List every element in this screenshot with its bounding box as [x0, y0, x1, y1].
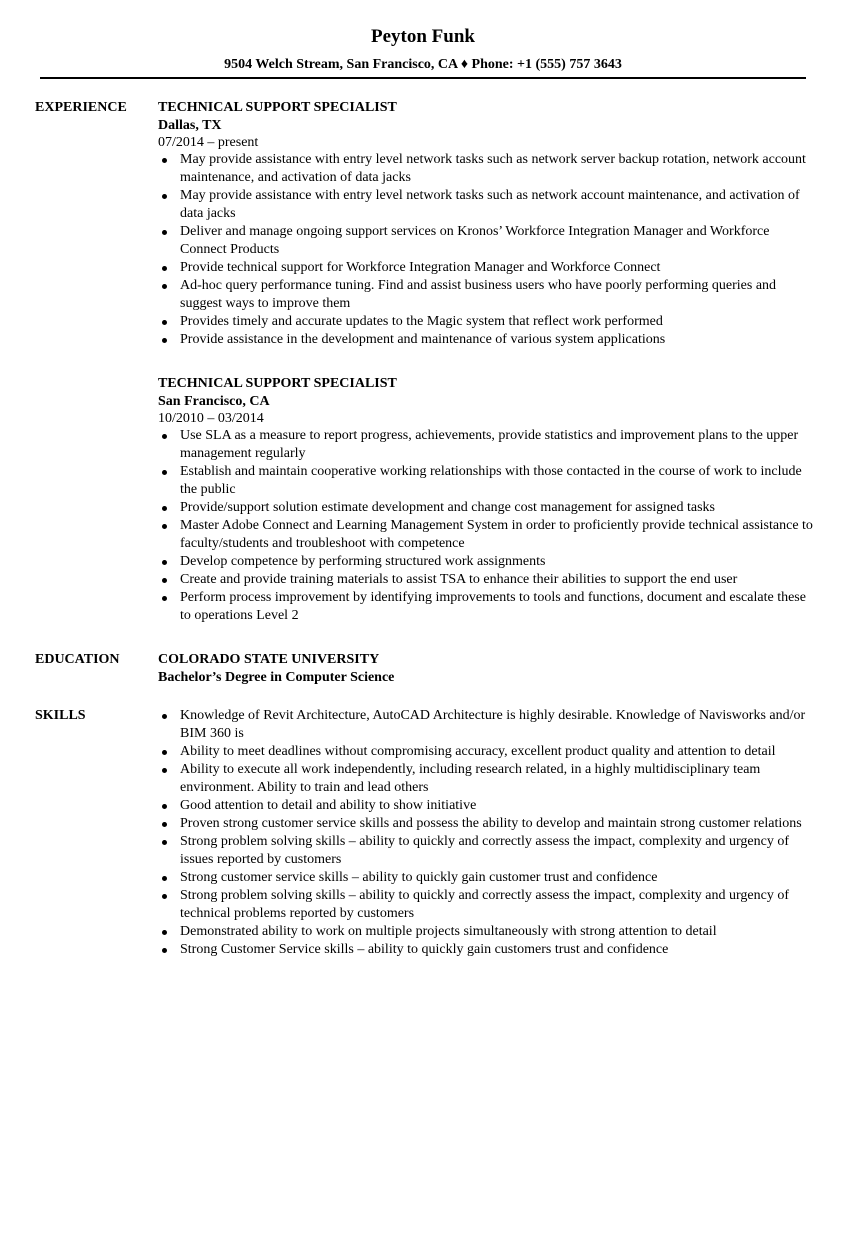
list-item: [158, 589, 818, 625]
education-body: [158, 651, 818, 687]
bullet-text: Master Adobe Connect and Learning Management System in order to proficiently provide technical assistance to faculty/students and troubleshoot with competence: [180, 518, 813, 551]
skill-text: Strong problem solving skills – ability to quickly and correctly assess the impact, complexity and urgency of issues reported by customers: [180, 834, 790, 867]
degree: Bachelor’s Degree in Computer Science: [158, 670, 395, 685]
list-item: [158, 571, 818, 589]
bullet-icon: [162, 230, 167, 235]
header-divider: [40, 77, 806, 79]
skills-body: [158, 707, 818, 959]
list-item: [158, 707, 818, 743]
bullet-text: Develop competence by performing structured work assignments: [180, 554, 546, 569]
bullet-text: Provide assistance in the development and maintenance of various system applications: [180, 332, 666, 347]
bullet-icon: [162, 506, 167, 511]
list-item: [158, 941, 818, 959]
school-name: COLORADO STATE UNIVERSITY: [158, 652, 380, 667]
bullet-text: Create and provide training materials to assist TSA to enhance their abilities to support the end user: [180, 572, 738, 587]
bullet-icon: [162, 560, 167, 565]
list-item: [158, 887, 818, 923]
bullet-icon: [162, 338, 167, 343]
bullet-text: Provide/support solution estimate development and change cost management for assigned tasks: [180, 500, 715, 515]
bullet-icon: [162, 948, 167, 953]
job-entry: [158, 99, 818, 349]
bullet-icon: [162, 524, 167, 529]
bullet-icon: [162, 894, 167, 899]
bullet-text: Use SLA as a measure to report progress, achievements, provide statistics and improvement plans to the upper management regularly: [180, 428, 799, 461]
bullet-icon: [162, 194, 167, 199]
list-item: [158, 517, 818, 553]
list-item: [158, 277, 818, 313]
bullet-icon: [162, 804, 167, 809]
job-dates: 07/2014 – present: [158, 135, 259, 150]
bullet-icon: [162, 750, 167, 755]
section-label-skills: SKILLS: [35, 708, 86, 723]
list-item: [158, 761, 818, 797]
list-item: [158, 223, 818, 259]
bullet-icon: [162, 470, 167, 475]
skill-text: Strong customer service skills – ability to quickly gain customer trust and confidence: [180, 870, 658, 885]
job-title: TECHNICAL SUPPORT SPECIALIST: [158, 376, 397, 391]
experience-body: [158, 99, 818, 625]
bullet-icon: [162, 434, 167, 439]
bullet-icon: [162, 840, 167, 845]
skills-list: [158, 707, 818, 959]
list-item: [158, 815, 818, 833]
skill-text: Knowledge of Revit Architecture, AutoCAD Architecture is highly desirable. Knowledge of Navisworks and/or BIM 360 is: [180, 708, 806, 741]
skill-text: Ability to meet deadlines without compromising accuracy, excellent product quality and attention to detail: [180, 744, 776, 759]
list-item: [158, 553, 818, 571]
job-entry: [158, 375, 818, 625]
list-item: [158, 499, 818, 517]
bullet-icon: [162, 320, 167, 325]
bullet-icon: [162, 284, 167, 289]
list-item: [158, 743, 818, 761]
bullet-icon: [162, 822, 167, 827]
resume-header: [0, 26, 846, 74]
bullet-icon: [162, 930, 167, 935]
bullet-icon: [162, 266, 167, 271]
list-item: [158, 427, 818, 463]
bullet-icon: [162, 768, 167, 773]
bullet-icon: [162, 578, 167, 583]
list-item: [158, 259, 818, 277]
bullet-text: Provide technical support for Workforce Integration Manager and Workforce Connect: [180, 260, 661, 275]
bullet-icon: [162, 714, 167, 719]
bullet-icon: [162, 596, 167, 601]
skill-text: Strong Customer Service skills – ability to quickly gain customers trust and confidence: [180, 942, 669, 957]
bullet-text: Deliver and manage ongoing support services on Kronos’ Workforce Integration Manager and Workforce Connect Products: [180, 224, 770, 257]
list-item: [158, 331, 818, 349]
bullet-text: Establish and maintain cooperative working relationships with those contacted in the course of work to include the public: [180, 464, 802, 497]
bullet-icon: [162, 876, 167, 881]
bullet-text: Provides timely and accurate updates to the Magic system that reflect work performed: [180, 314, 663, 329]
list-item: [158, 923, 818, 941]
section-label-education: EDUCATION: [35, 652, 120, 667]
skill-text: Strong problem solving skills – ability to quickly and correctly assess the impact, complexity and urgency of technical problems reported by customers: [180, 888, 790, 921]
bullet-text: May provide assistance with entry level network tasks such as network account maintenance, and activation of data jacks: [180, 188, 800, 221]
list-item: [158, 187, 818, 223]
list-item: [158, 151, 818, 187]
candidate-name: Peyton Funk: [371, 26, 475, 47]
contact-line: 9504 Welch Stream, San Francisco, CA ♦ Phone: +1 (555) 757 3643: [224, 57, 622, 72]
list-item: [158, 797, 818, 815]
bullet-text: Perform process improvement by identifying improvements to tools and functions, document and escalate these to operations Level 2: [180, 590, 806, 623]
skill-text: Demonstrated ability to work on multiple projects simultaneously with strong attention to detail: [180, 924, 717, 939]
list-item: [158, 869, 818, 887]
bullet-text: May provide assistance with entry level network tasks such as network server backup rotation, network account maintenance, and activation of data jacks: [180, 152, 806, 185]
job-title: TECHNICAL SUPPORT SPECIALIST: [158, 100, 397, 115]
skill-text: Good attention to detail and ability to show initiative: [180, 798, 477, 813]
job-location: Dallas, TX: [158, 118, 222, 133]
list-item: [158, 463, 818, 499]
job-bullets: [158, 151, 818, 349]
list-item: [158, 313, 818, 331]
skill-text: Ability to execute all work independently, including research related, in a highly multidisciplinary team environment. Ability to train and lead others: [180, 762, 761, 795]
skill-text: Proven strong customer service skills and possess the ability to develop and maintain strong customer relations: [180, 816, 802, 831]
bullet-icon: [162, 158, 167, 163]
job-dates: 10/2010 – 03/2014: [158, 411, 264, 426]
list-item: [158, 833, 818, 869]
bullet-text: Ad-hoc query performance tuning. Find and assist business users who have poorly performing queries and suggest ways to improve them: [180, 278, 777, 311]
section-label-experience: EXPERIENCE: [35, 100, 127, 115]
job-bullets: [158, 427, 818, 625]
job-location: San Francisco, CA: [158, 394, 270, 409]
